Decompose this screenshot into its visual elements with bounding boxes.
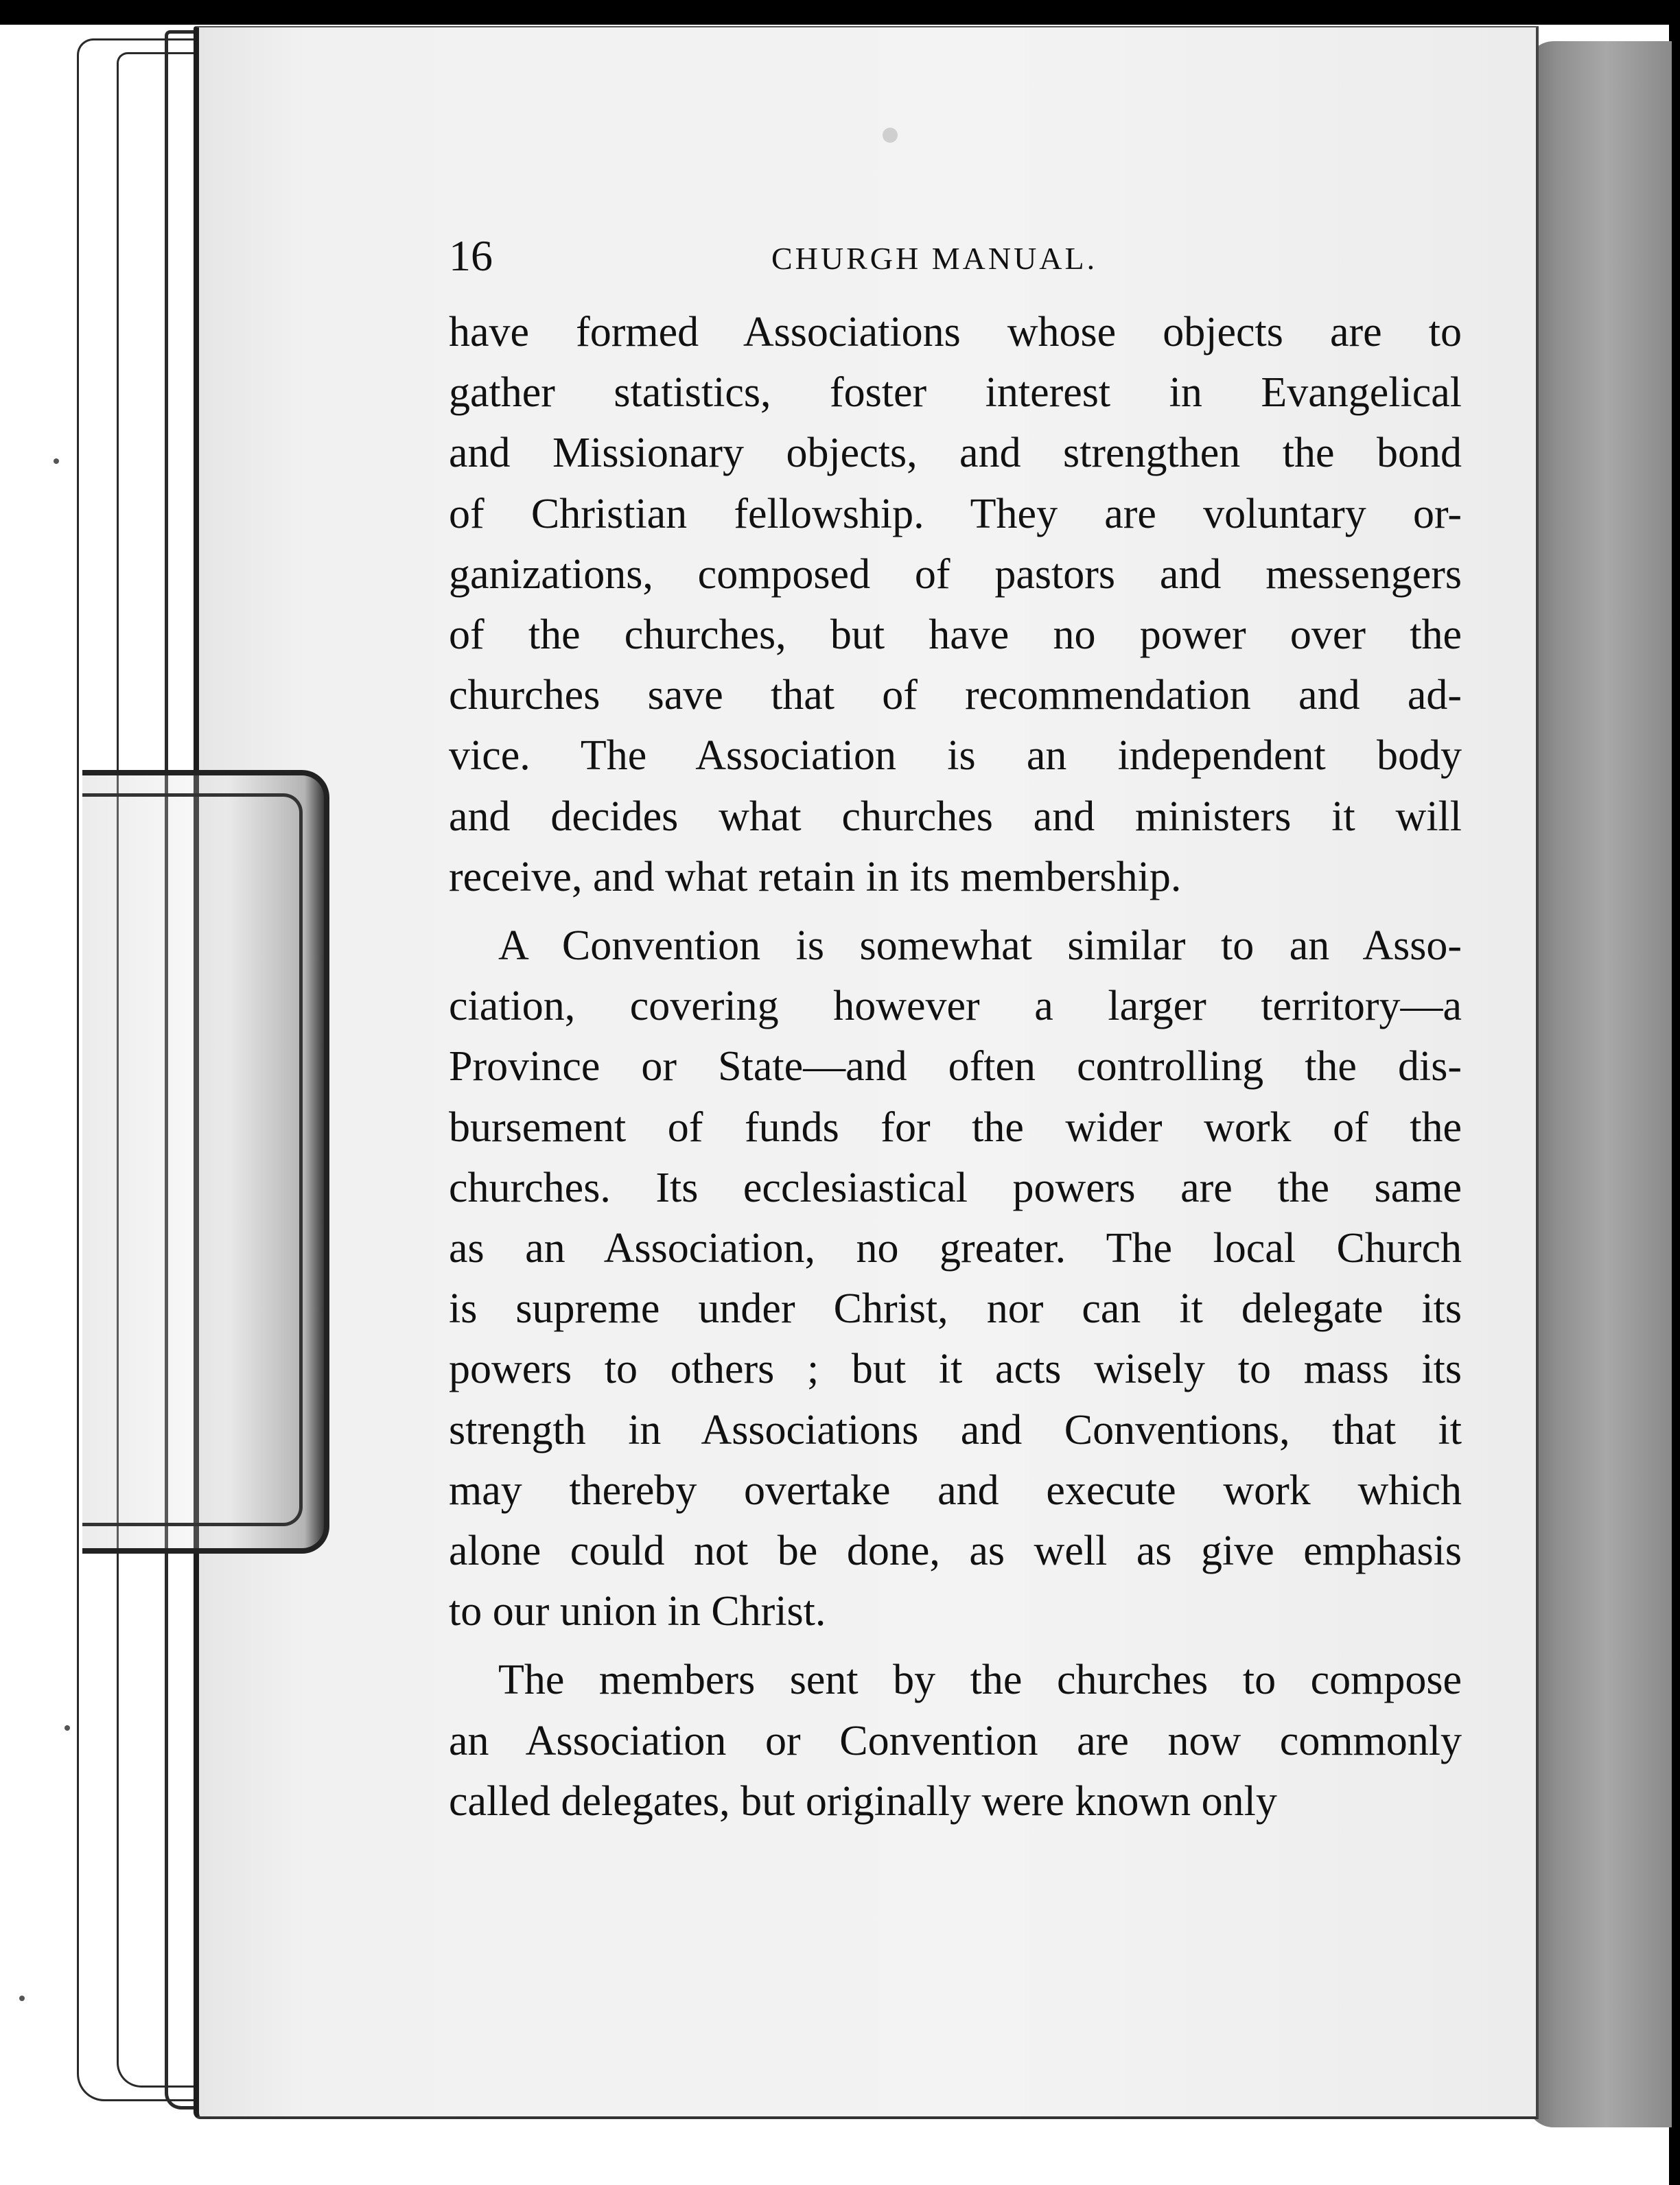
text-line: vice. The Association is an independent body — [449, 732, 1462, 780]
scan-border-top — [0, 0, 1680, 25]
text-line: alone could not be done, as well as give emphasis — [449, 1528, 1462, 1575]
text-line: as an Association, no greater. The local Church — [449, 1225, 1462, 1272]
running-head-title: CHURGH MANUAL. — [771, 241, 1098, 276]
text-line: churches save that of recommendation and ad- — [449, 672, 1462, 719]
text-line: churches. Its ecclesiastical powers are the same — [449, 1164, 1462, 1211]
paragraph — [449, 1650, 1462, 1832]
paragraph-gap — [449, 1641, 1462, 1650]
scan-speck — [19, 1996, 25, 2001]
text-line: of the churches, but have no power over the — [449, 611, 1462, 659]
text-line: have formed Associations whose objects are to — [449, 309, 1462, 355]
running-head — [449, 231, 1423, 285]
text-line: and decides what churches and ministers it will — [449, 793, 1462, 840]
text-line: ganizations, composed of pastors and messengers — [449, 550, 1462, 598]
text-line: Province or State—and often controlling the dis- — [449, 1043, 1462, 1090]
paragraph-gap — [449, 907, 1462, 915]
text-line: called delegates, but originally were known only — [449, 1777, 1277, 1825]
scan-speck — [883, 128, 898, 143]
text-line: ciation, covering however a larger territory—a — [449, 983, 1462, 1030]
text-line: to our union in Christ. — [449, 1588, 826, 1635]
body-text — [449, 302, 1462, 1832]
text-line: of Christian fellowship. They are voluntary or- — [449, 490, 1462, 537]
text-line: gather statistics, foster interest in Evangelical — [449, 369, 1462, 417]
text-line: receive, and what retain in its membership. — [449, 853, 1182, 900]
paragraph — [449, 302, 1462, 907]
text-line: powers to others ; but it acts wisely to mass its — [449, 1346, 1462, 1393]
text-line: and Missionary objects, and strengthen the bond — [449, 430, 1462, 477]
text-line: may thereby overtake and execute work which — [449, 1467, 1462, 1514]
text-line: an Association or Convention are now commonly — [449, 1717, 1462, 1764]
scan-speck — [54, 458, 59, 464]
scan-speck — [65, 1725, 70, 1731]
facing-page-shadow — [1526, 41, 1672, 2127]
text-line: The members sent by the churches to compose — [498, 1657, 1462, 1704]
text-line: is supreme under Christ, nor can it delegate its — [449, 1285, 1462, 1333]
text-line: A Convention is somewhat similar to an Asso- — [498, 922, 1462, 970]
page-clip-inner-edge — [82, 793, 303, 1526]
paragraph — [449, 915, 1462, 1641]
text-line: bursement of funds for the wider work of the — [449, 1103, 1462, 1151]
text-line: strength in Associations and Conventions, that it — [449, 1406, 1462, 1453]
page-number: 16 — [449, 231, 493, 280]
